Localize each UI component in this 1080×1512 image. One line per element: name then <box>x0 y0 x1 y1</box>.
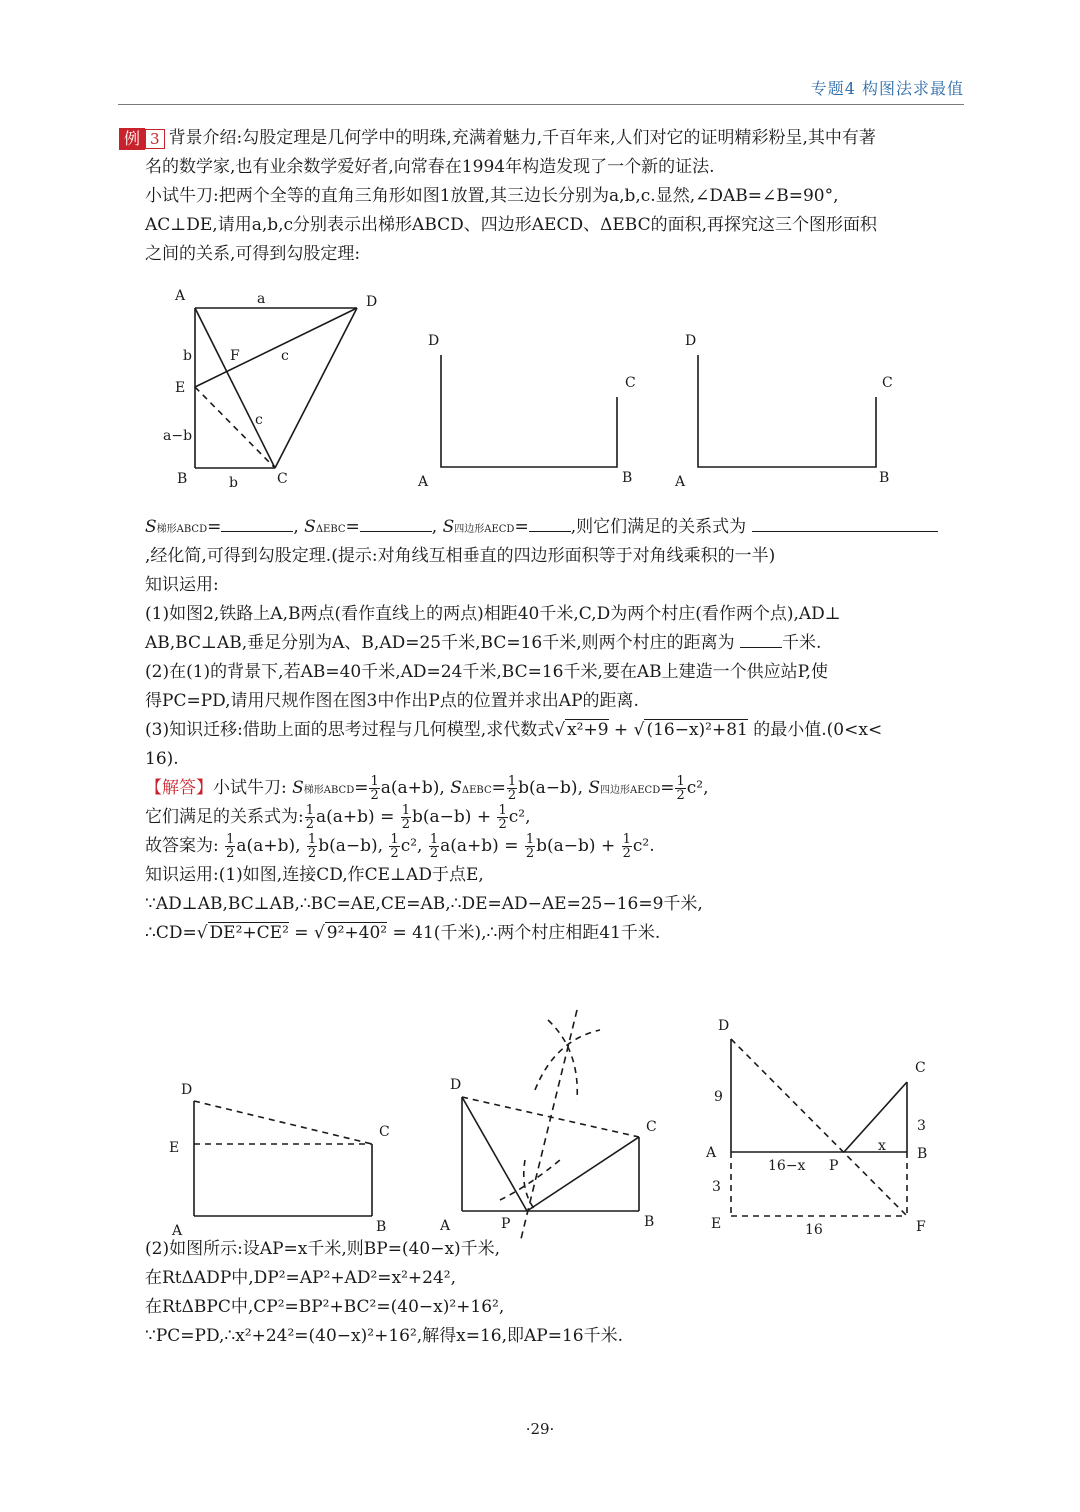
fraction-half: $\frac{1}{2}$ <box>305 803 315 832</box>
fig1-label-D: D <box>366 294 378 310</box>
fig1-label-b2: b <box>229 475 238 491</box>
fig1-label-a: a <box>257 291 266 307</box>
fraction-half: $\frac{1}{2}$ <box>507 774 517 803</box>
fig5-label-D: D <box>450 1077 462 1093</box>
problem-line-10: AB,BC⊥AB,垂足分别为A、B,AD=25千米,BC=16千米,则两个村庄的距离为 千米. <box>145 629 965 658</box>
answer-line-10: ∵PC=PD,∴x²+24²=(40−x)²+16²,解得x=16,即AP=16千米. <box>145 1326 624 1346</box>
fraction-half: $\frac{1}{2}$ <box>676 774 685 803</box>
problem-line-5: 之间的关系,可得到勾股定理: <box>145 244 361 264</box>
fig4-label-D: D <box>181 1082 193 1098</box>
answer-line-9: 在RtΔBPC中,CP²=BP²+BC²=(40−x)²+16², <box>145 1297 505 1317</box>
fig1-label-A: A <box>175 288 186 304</box>
fig4-label-B: B <box>376 1219 387 1235</box>
blank-quad-area[interactable] <box>529 513 571 532</box>
fig6-label-9: 9 <box>714 1089 723 1105</box>
fig5-label-B: B <box>644 1214 655 1230</box>
fig6-label-C: C <box>915 1060 926 1076</box>
fraction-half: $\frac{1}{2}$ <box>307 832 317 861</box>
fig6-label-B: B <box>917 1146 928 1162</box>
fraction-half: $\frac{1}{2}$ <box>429 832 439 861</box>
problem-line-11: (2)在(1)的背景下,若AB=40千米,AD=24千米,BC=16千米,要在AB上建造一个供应站P,使 <box>145 662 829 682</box>
fig1-label-C: C <box>277 471 288 487</box>
fig1-label-F: F <box>230 348 240 364</box>
fig6-label-x: x <box>878 1138 886 1154</box>
problem-line-9: (1)如图2,铁路上A,B两点(看作直线上的两点)相距40千米,C,D为两个村庄(看作两个点),AD⊥ <box>145 604 841 624</box>
problem-line-2: 名的数学家,也有业余数学爱好者,向常春在1994年构造发现了一个新的证法. <box>145 157 715 177</box>
fig6-label-P: P <box>829 1158 839 1174</box>
fig2-label-B: B <box>622 470 633 486</box>
answer-line-8: 在RtΔADP中,DP²=AP²+AD²=x²+24², <box>145 1268 457 1288</box>
fig1-label-E: E <box>175 380 186 396</box>
fig3-label-B: B <box>879 470 890 486</box>
fig5-label-P: P <box>501 1216 511 1232</box>
problem-line-4: AC⊥DE,请用a,b,c分别表示出梯形ABCD、四边形AECD、ΔEBC的面积,再探究这三个图形面积 <box>145 215 878 235</box>
fig6-label-3b: 3 <box>712 1179 721 1195</box>
problem-line-14: 16). <box>145 749 179 769</box>
fig1-label-b: b <box>183 348 192 364</box>
answer-line-5: ∵AD⊥AB,BC⊥AB,∴BC=AE,CE=AB,∴DE=AD−AE=25−16=9千米, <box>145 894 703 914</box>
fig3-label-C: C <box>882 375 893 391</box>
fig4-label-C: C <box>379 1124 390 1140</box>
answer-line-4: 知识运用:(1)如图,连接CD,作CE⊥AD于点E, <box>145 865 484 885</box>
problem-line-13: (3)知识迁移:借助上面的思考过程与几何模型,求代数式√ x²+9 + √ (16−x)²+81 的最小值.(0<x< <box>145 720 883 740</box>
answer-line-2: 它们满足的关系式为: $\frac{1}{2}$ a(a+b) = $\frac{1}{2}$ b(a−b) + $\frac{1}{2}$ c², <box>145 803 531 832</box>
problem-line-3: 小试牛刀:把两个全等的直角三角形如图1放置,其三边长分别为a,b,c.显然,∠DAB=∠B=90°, <box>145 186 839 206</box>
fig1-label-amb: a−b <box>163 428 193 444</box>
answer-line-7: (2)如图所示:设AP=x千米,则BP=(40−x)千米, <box>145 1239 501 1259</box>
blank-relation[interactable] <box>752 513 938 532</box>
fig2-label-D: D <box>428 333 440 349</box>
fig6-label-A: A <box>706 1145 717 1161</box>
fraction-half: $\frac{1}{2}$ <box>525 832 535 861</box>
page-header: 专题4 构图法求最值 <box>118 76 964 105</box>
fig3-label-D: D <box>685 333 697 349</box>
fig5-label-A: A <box>440 1218 451 1234</box>
page-number: ·29· <box>525 1420 555 1438</box>
answer-line-3: 故答案为: $\frac{1}{2}$ a(a+b), $\frac{1}{2}$ b(a−b), $\frac{1}{2}$ c², $\frac{1}{2}$ a(a+b) = $\frac{1}{2}$ b(a−b) + $\frac{1}{2}$ c². <box>145 832 655 861</box>
figure-row-1-spacer <box>145 269 965 513</box>
fig1-label-c: c <box>281 348 289 364</box>
blank-trapezoid-area[interactable] <box>221 513 293 532</box>
fig6-label-D: D <box>718 1018 730 1034</box>
fig2-label-A: A <box>418 474 429 490</box>
answer-line-6: ∴CD=√ DE²+CE² = √ 9²+40² = 41(千米),∴两个村庄相距41千米. <box>145 923 661 943</box>
fraction-half: $\frac{1}{2}$ <box>390 832 399 861</box>
fraction-half: $\frac{1}{2}$ <box>401 803 411 832</box>
fraction-half: $\frac{1}{2}$ <box>498 803 507 832</box>
fig5-label-C: C <box>646 1119 657 1135</box>
fig6-label-16x: 16−x <box>768 1158 806 1174</box>
blank-triangle-area[interactable] <box>360 513 432 532</box>
fraction-half: $\frac{1}{2}$ <box>622 832 631 861</box>
fig6-label-16: 16 <box>805 1222 823 1238</box>
fig6-label-E: E <box>711 1216 722 1232</box>
problem-line-12: 得PC=PD,请用尺规作图在图3中作出P点的位置并求出AP的距离. <box>145 691 639 711</box>
fig6-label-3a: 3 <box>917 1118 926 1134</box>
fig3-label-A: A <box>675 474 686 490</box>
fraction-half: $\frac{1}{2}$ <box>370 774 379 803</box>
problem-line-1: 例 3 背景介绍:勾股定理是几何学中的明珠,充满着魅力,千百年来,人们对它的证明精彩粉呈,其中有著 <box>145 124 965 153</box>
fig1-label-c2: c <box>255 412 263 428</box>
fraction-half: $\frac{1}{2}$ <box>226 832 235 861</box>
fig1-label-B: B <box>177 471 188 487</box>
example-badge: 例 3 <box>119 128 165 150</box>
problem-content <box>124 124 965 1351</box>
area-blanks-line: S梯形ABCD= , SΔEBC= , S四边形AECD= ,则它们满足的关系式为 <box>145 513 965 542</box>
blank-distance[interactable] <box>740 629 782 648</box>
fig2-label-C: C <box>625 375 636 391</box>
fig4-label-E: E <box>169 1140 180 1156</box>
fig6-label-F: F <box>916 1219 926 1235</box>
figure-row-2-spacer <box>145 948 965 1235</box>
problem-line-8: 知识运用: <box>145 575 219 595</box>
answer-line-1: 【解答】小试牛刀: S梯形ABCD= $\frac{1}{2}$ a(a+b), SΔEBC= $\frac{1}{2}$ b(a−b), S四边形AECD= $\frac{1}{2}$ c², <box>145 774 709 803</box>
problem-line-7: ,经化简,可得到勾股定理.(提示:对角线互相垂直的四边形面积等于对角线乘积的一半) <box>145 546 776 566</box>
fig4-label-A: A <box>172 1223 183 1239</box>
